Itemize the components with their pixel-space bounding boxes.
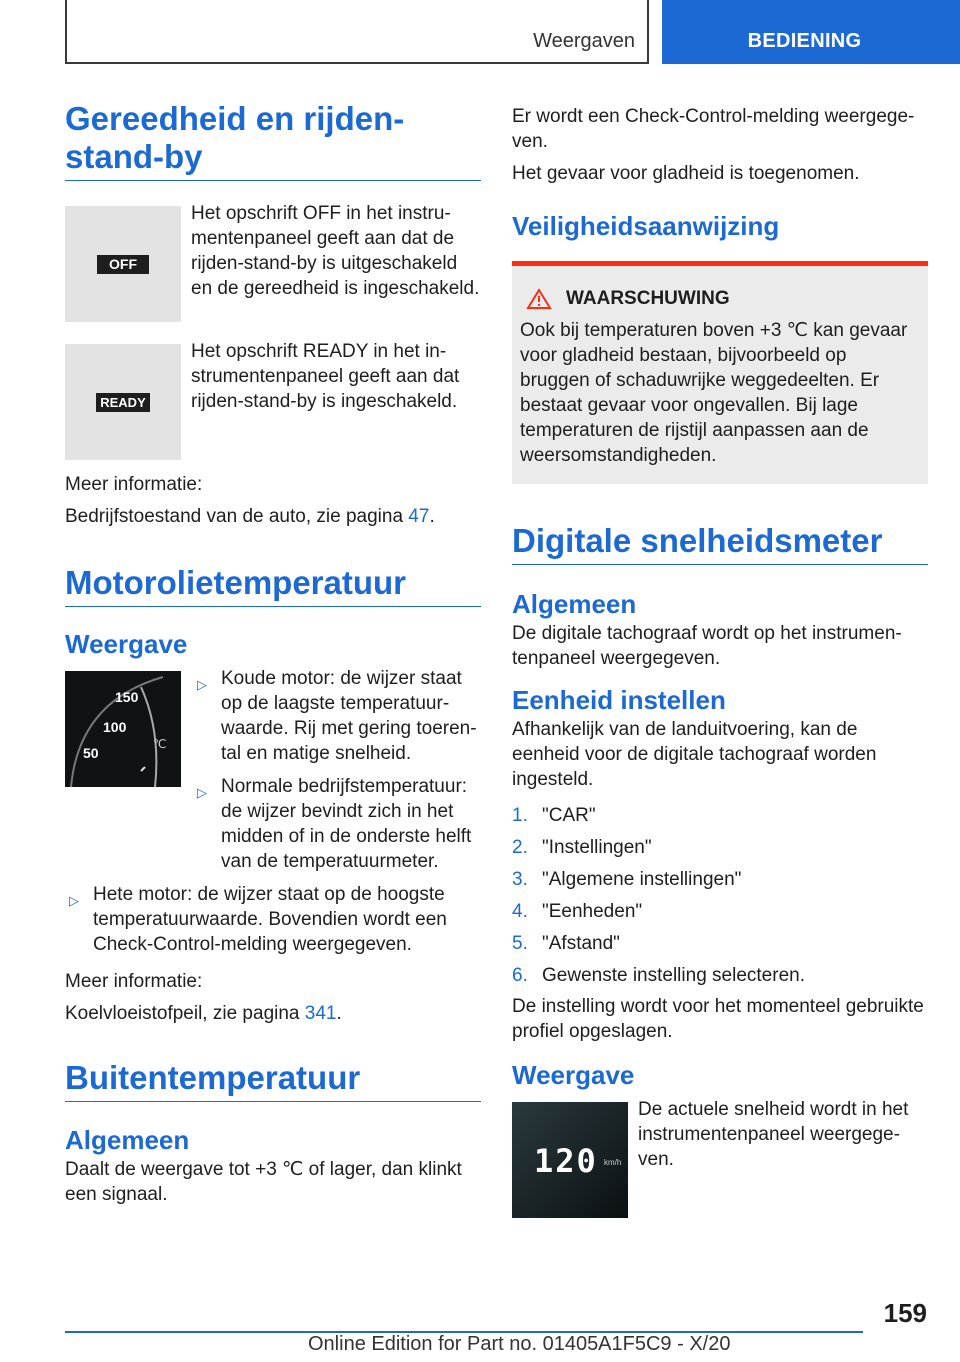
triangle-bullet-icon: ▷ — [197, 785, 207, 800]
off-description: Het opschrift OFF in het instrumentenpaneel geeft aan dat de rijden-stand-by is uitgeschakeld en de gereedheid is ingeschakeld. — [191, 203, 480, 299]
gauge-label-50: 50 — [83, 745, 99, 761]
reference-1-end: . — [429, 506, 435, 527]
figure-speed-row — [512, 1099, 928, 1218]
warning-box — [512, 261, 928, 484]
more-info-label-2: Meer informatie: — [65, 971, 203, 992]
algemeen-left-text: Daalt de weergave tot +3 ℃ of lager, dan klinkt een signaal. — [65, 1159, 462, 1205]
triangle-bullet-icon: ▷ — [69, 893, 79, 908]
heading-eenheid-instellen: Eenheid instellen — [512, 685, 726, 715]
figure-off-row — [65, 203, 481, 322]
reference-2-end: . — [336, 1003, 342, 1024]
heading-algemeen-right: Algemeen — [512, 589, 637, 619]
heading-gereedheid: Gereedheid en rijden-stand-by — [65, 100, 481, 181]
reference-1 — [65, 504, 481, 529]
hot-bullet-list — [65, 882, 481, 957]
figure-gauge-row — [65, 668, 481, 874]
figure-ready-row — [65, 341, 481, 460]
header-section-title: Weergaven — [533, 30, 635, 52]
heading-weergave-right: Weergave — [512, 1060, 635, 1090]
heading-algemeen-left: Algemeen — [65, 1125, 190, 1155]
reference-2 — [65, 1001, 481, 1026]
warning-triangle-icon — [526, 288, 552, 310]
more-info-label-1: Meer informatie: — [65, 474, 203, 495]
heading-digitale-snelheidsmeter: Digitale snelheidsmeter — [512, 522, 928, 565]
bullet-normal: ▷ Normale bedrijfstemperatuur: de wijzer bevindt zich in het midden of in de onderste helft van de temperatuurmeter. — [197, 776, 472, 872]
gauge-label-150: 150 — [115, 689, 139, 705]
thermometer-icon: ℃ — [153, 737, 167, 751]
heading-weergave: Weergave — [65, 629, 188, 659]
warning-text: Ook bij temperaturen boven +3 ℃ kan gevaar voor gladheid bestaan, bijvoorbeeld op bruggen of schaduwrijke weggedeelten. Er bestaat gevaar voor ongevallen. Bij lage temperaturen de rijstijl aanpassen aan de weersomstandigheden. — [520, 320, 908, 466]
digital-speed-image — [512, 1102, 628, 1218]
page-number: 159 — [883, 1298, 927, 1328]
heading-veiligheidsaanwijzing: Veiligheidsaanwijzing — [512, 211, 780, 241]
step-2: 2. "Instellingen" — [512, 837, 652, 858]
gauge-bullets — [193, 666, 481, 874]
warning-title: WAARSCHUWING — [566, 288, 730, 309]
off-label: OFF — [97, 255, 149, 274]
footer-edition: Online Edition for Part no. 01405A1F5C9 - X/20 — [308, 1333, 731, 1355]
step-1: 1. "CAR" — [512, 805, 596, 826]
off-indicator-image — [65, 206, 181, 322]
bullet-hot: ▷ Hete motor: de wijzer staat op de hoogste temperatuurwaarde. Bovendien wordt een Check-Control-melding weergegeven. — [69, 884, 447, 955]
warning-header — [520, 288, 920, 310]
ready-description: Het opschrift READY in het instrumentenpaneel geeft aan dat rijden-stand-by is ingeschakeld. — [191, 341, 460, 412]
gladheid-text: Het gevaar voor gladheid is toegenomen. — [512, 163, 860, 184]
speed-value: 120 — [534, 1142, 598, 1180]
heading-buitentemperatuur: Buitentemperatuur — [65, 1059, 481, 1102]
step-6: 6. Gewenste instelling selecteren. — [512, 965, 805, 986]
ready-indicator-image — [65, 344, 181, 460]
speed-unit: km/h — [604, 1158, 622, 1167]
gauge-label-100: 100 — [103, 719, 127, 735]
eenheid-text: Afhankelijk van de landuitvoering, kan de eenheid voor de digitale tachograaf worden ingesteld. — [512, 719, 877, 790]
right-column — [512, 100, 928, 1218]
reference-1-text: Bedrijfstoestand van de auto, zie pagina — [65, 506, 409, 527]
check-control-text: Er wordt een Check-Control-melding weergegeven. — [512, 106, 915, 152]
speed-description: De actuele snelheid wordt in het instrumentenpaneel weergegeven. — [638, 1099, 909, 1170]
steps-list — [512, 803, 928, 988]
reference-2-page-link[interactable]: 341 — [304, 1003, 337, 1024]
reference-2-text: Koelvloeistofpeil, zie pagina — [65, 1003, 305, 1024]
ready-label: READY — [96, 393, 150, 412]
step-5: 5. "Afstand" — [512, 933, 620, 954]
bullet-cold: ▷ Koude motor: de wijzer staat op de laagste temperatuurwaarde. Rij met gering toerental en matige snelheid. — [197, 668, 477, 764]
instelling-text: De instelling wordt voor het momenteel gebruikte profiel opgeslagen. — [512, 996, 924, 1042]
temperature-gauge-image — [65, 671, 181, 787]
heading-motorolietemperatuur: Motorolietemperatuur — [65, 564, 481, 607]
left-column — [65, 100, 481, 1207]
step-4: 4. "Eenheden" — [512, 901, 643, 922]
header-section-box — [65, 0, 649, 64]
step-3: 3. "Algemene instellingen" — [512, 869, 742, 890]
reference-1-page-link[interactable]: 47 — [408, 506, 430, 527]
header-chapter-tab — [662, 0, 960, 64]
header-chapter-title: BEDIENING — [747, 30, 862, 52]
algemeen-right-text: De digitale tachograaf wordt op het instrumentenpaneel weergegeven. — [512, 623, 902, 669]
triangle-bullet-icon: ▷ — [197, 677, 207, 692]
